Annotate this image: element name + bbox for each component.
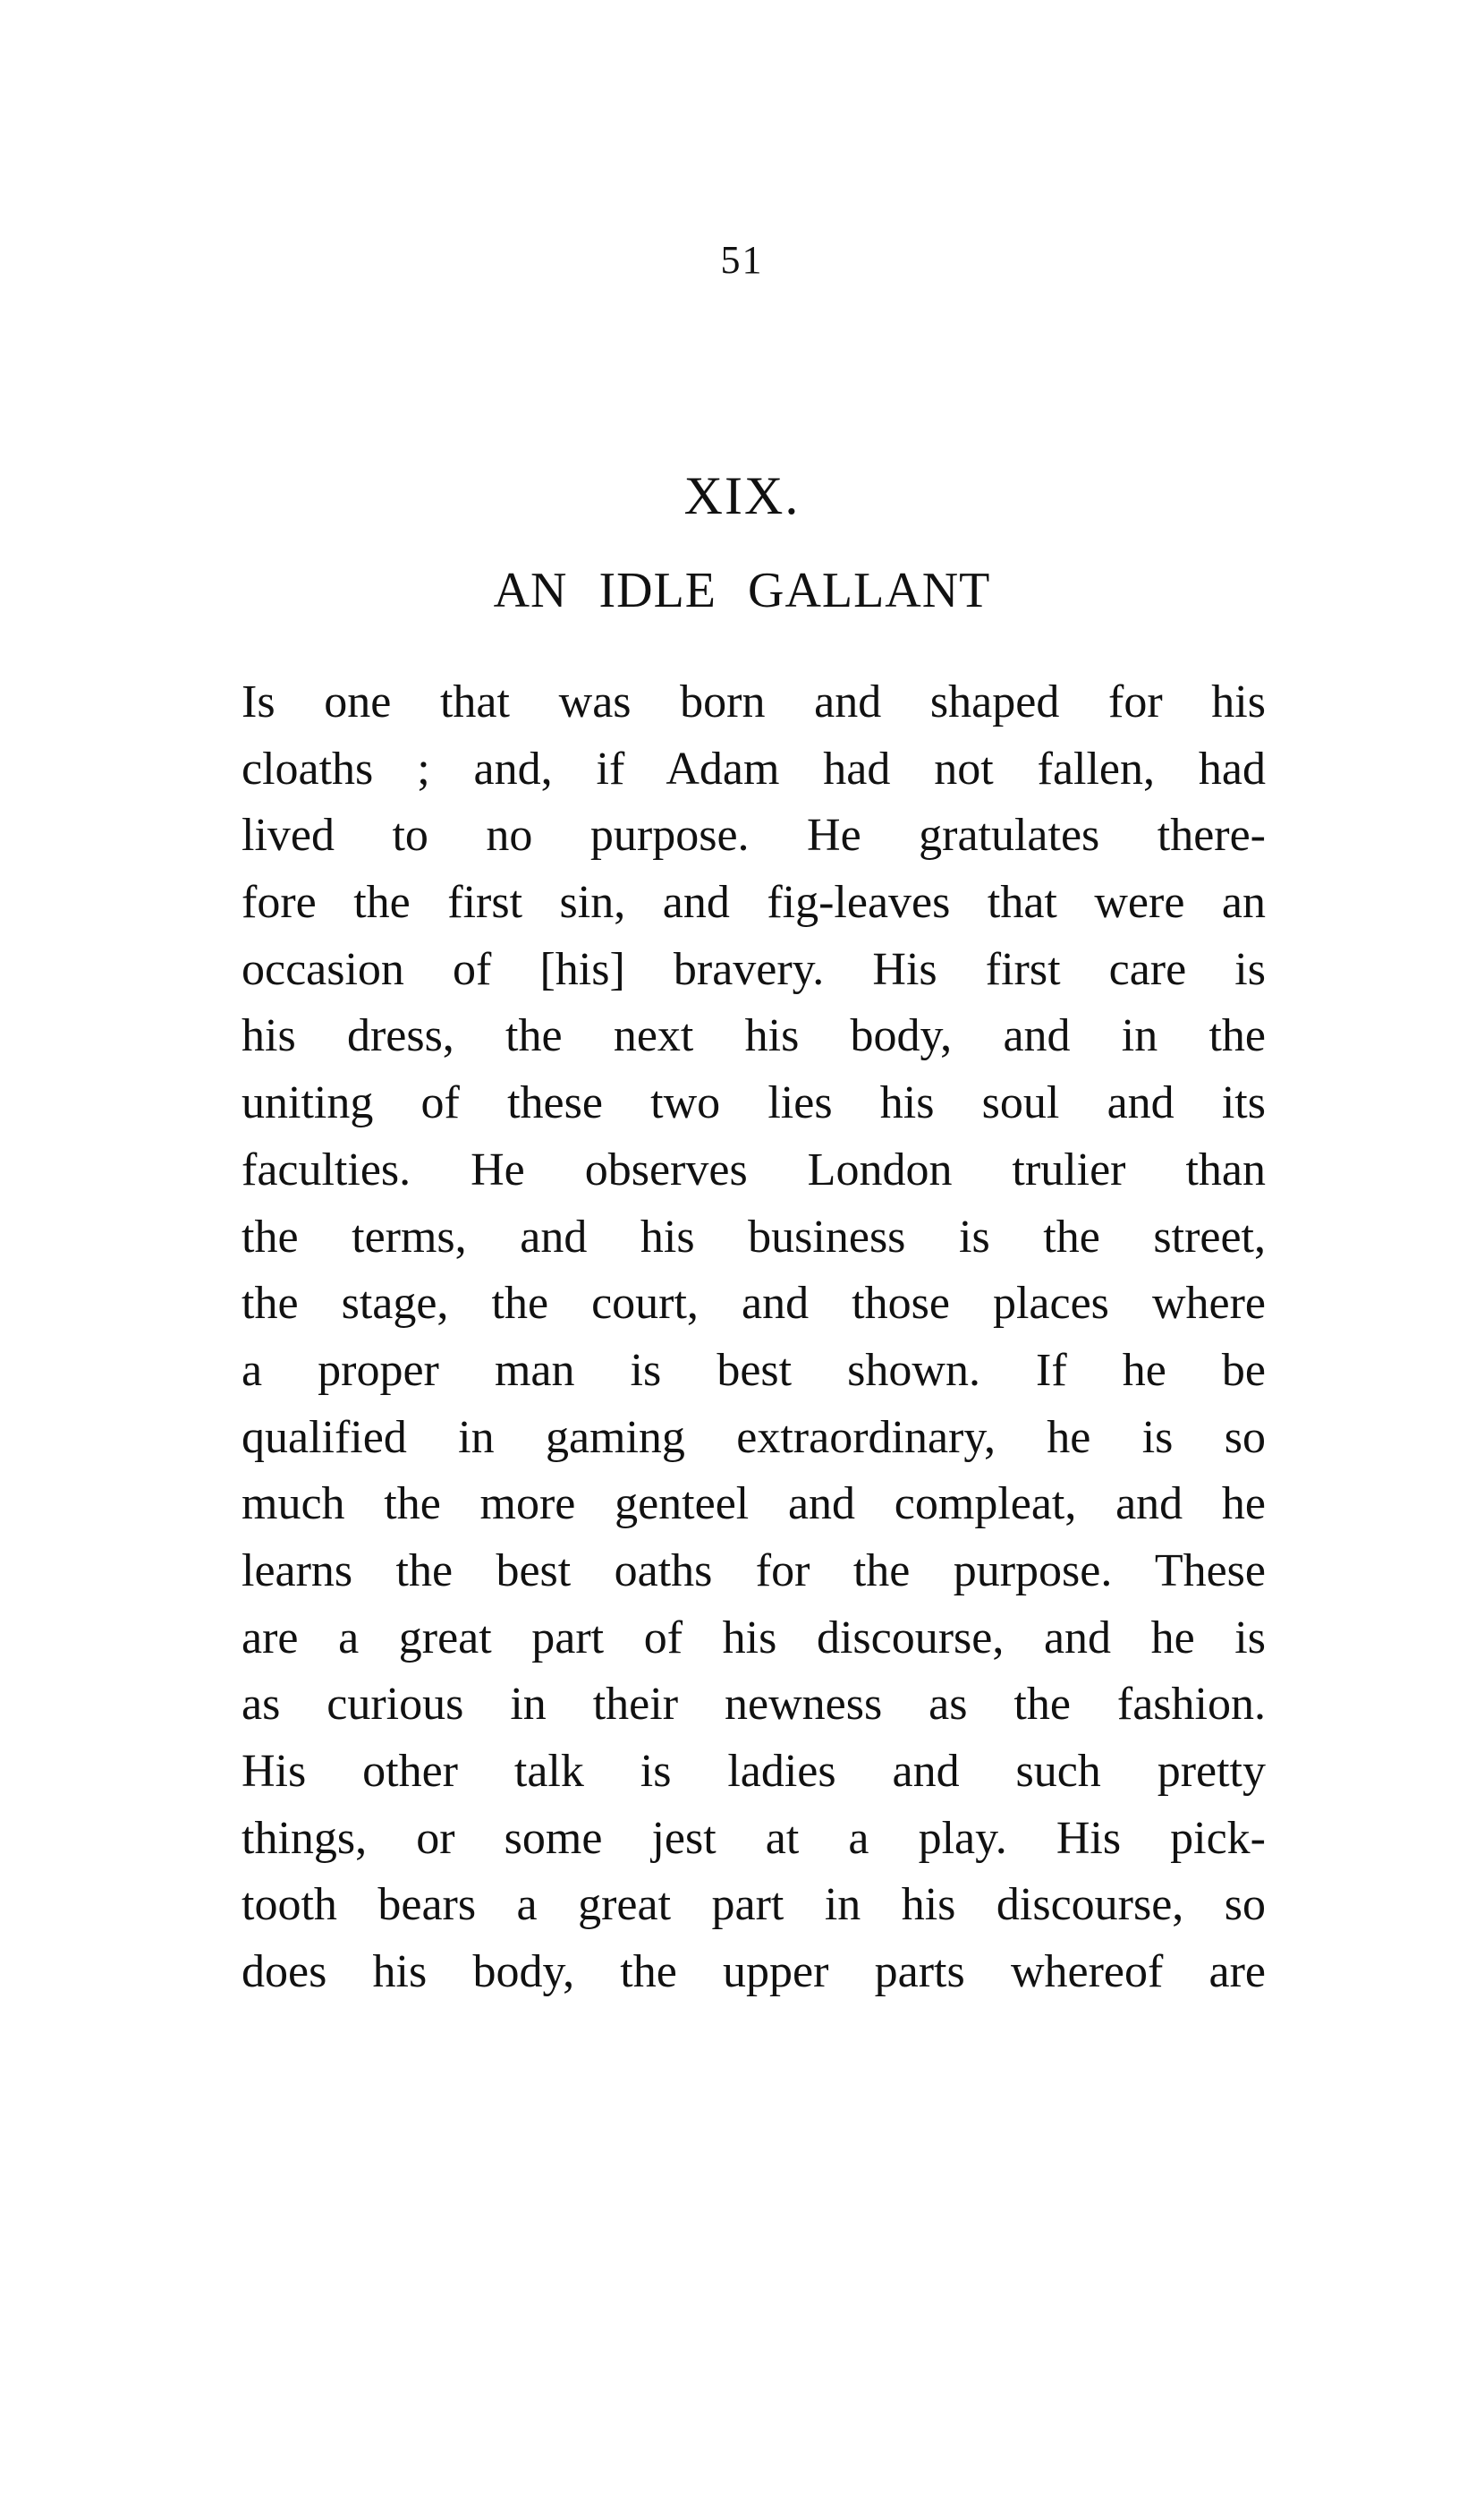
text-line: as curious in their newness as the fashion. <box>242 1679 1266 1731</box>
text-line: His other talk is ladies and such pretty <box>242 1746 1266 1797</box>
body-text <box>242 669 1266 2006</box>
text-line: the stage, the court, and those places where <box>242 1278 1266 1330</box>
chapter-number: XIX. <box>683 466 801 525</box>
text-line: his dress, the next his body, and in the <box>242 1010 1266 1062</box>
chapter-title: AN IDLE GALLANT <box>493 563 991 618</box>
text-line: does his body, the upper parts whereof are <box>242 1946 1266 1998</box>
text-line: a proper man is best shown. If he be <box>242 1344 1266 1396</box>
text-line: lived to no purpose. He gratulates there- <box>242 810 1266 862</box>
text-line: are a great part of his discourse, and he is <box>242 1612 1266 1663</box>
text-line: Is one that was born and shaped for his <box>242 676 1266 727</box>
text-line: uniting of these two lies his soul and its <box>242 1077 1266 1129</box>
text-line: faculties. He observes London trulier than <box>242 1144 1266 1195</box>
text-line: occasion of [his] bravery. His first care is <box>242 943 1266 995</box>
text-line: qualified in gaming extraordinary, he is so <box>242 1411 1266 1463</box>
text-line: tooth bears a great part in his discourse, so <box>242 1879 1266 1931</box>
text-line: cloaths ; and, if Adam had not fallen, had <box>242 743 1266 795</box>
text-line: much the more genteel and compleat, and he <box>242 1478 1266 1530</box>
text-line: things, or some jest at a play. His pick- <box>242 1812 1266 1864</box>
page-number: 51 <box>720 238 764 282</box>
text-line: learns the best oaths for the purpose. These <box>242 1544 1266 1596</box>
text-line: the terms, and his business is the street, <box>242 1211 1266 1263</box>
text-line: fore the first sin, and fig-leaves that were an <box>242 877 1266 929</box>
